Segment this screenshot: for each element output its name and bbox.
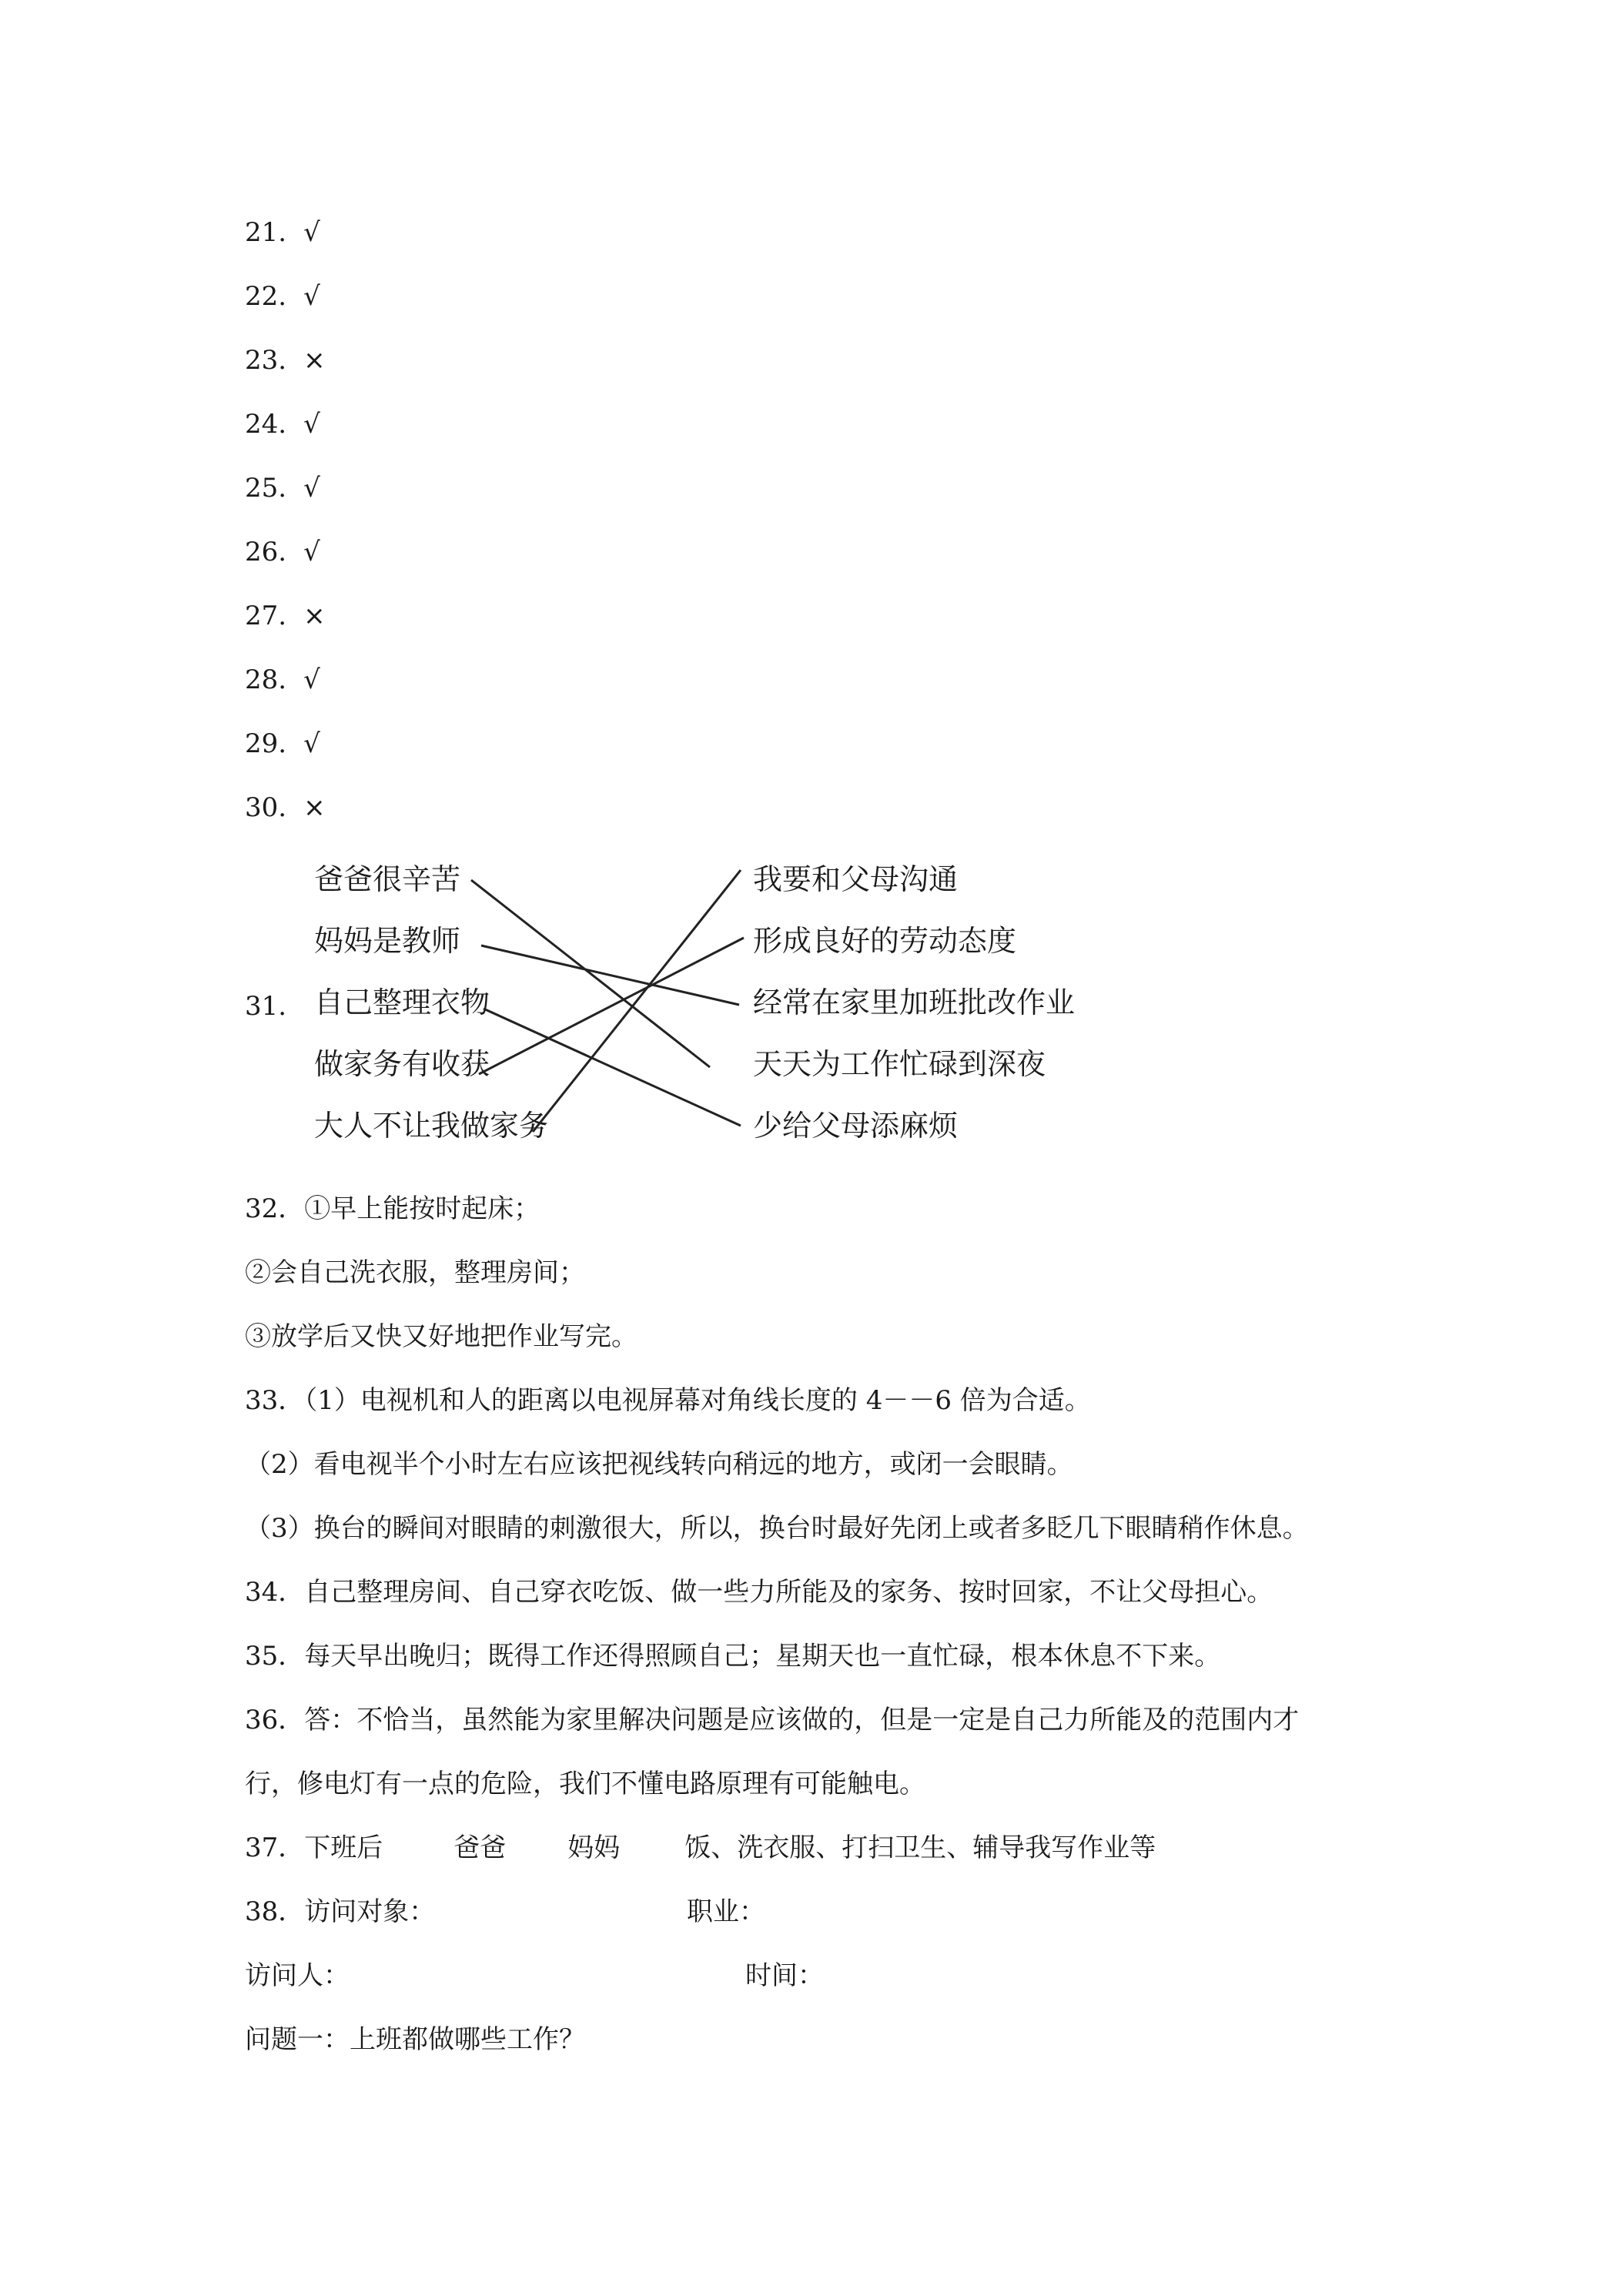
interviewer-label: 访问人： xyxy=(245,1960,350,1991)
match-left-5: 大人不让我做家务 xyxy=(314,1109,549,1143)
match-right-1: 我要和父母沟通 xyxy=(753,862,959,896)
tf-answer-27: 27. × xyxy=(245,601,326,631)
answer-37-item-1: 下班后 xyxy=(304,1832,383,1863)
tf-answer-26: 26. √ xyxy=(245,537,320,567)
match-right-2: 形成良好的劳动态度 xyxy=(753,924,1017,958)
match-left-2: 妈妈是教师 xyxy=(314,924,461,958)
answer-37-item-3: 妈妈 xyxy=(567,1832,621,1863)
tf-answer-23: 23. × xyxy=(245,345,326,376)
answer-35: 35．每天早出晚归；既得工作还得照顾自己；星期天也一直忙碌，根本休息不下来。 xyxy=(245,1641,1221,1672)
match-left-1: 爸爸很辛苦 xyxy=(314,862,461,896)
answer-32-line-2: ②会自己洗衣服，整理房间； xyxy=(245,1257,585,1288)
tf-answer-21: 21. √ xyxy=(245,217,320,248)
match-right-3: 经常在家里加班批改作业 xyxy=(753,986,1076,1019)
match-right-5: 少给父母添麻烦 xyxy=(753,1109,959,1143)
time-label: 时间： xyxy=(745,1960,824,1991)
answer-33-line-1: 33．（1）电视机和人的距离以电视屏幕对角线长度的 4－－6 倍为合适。 xyxy=(245,1385,1091,1416)
match-line-mom-to-grading xyxy=(481,946,739,1005)
match-right-4: 天天为工作忙碌到深夜 xyxy=(753,1047,1046,1081)
answer-36-line-1: 36．答：不恰当，虽然能为家里解决问题是应该做的，但是一定是自己力所能及的范围内才 xyxy=(245,1705,1300,1735)
tf-answer-30: 30. × xyxy=(245,792,326,823)
answer-37 xyxy=(245,1831,1156,1865)
match-left-4: 做家务有收获 xyxy=(314,1047,490,1081)
answer-37-item-2: 爸爸 xyxy=(453,1832,507,1863)
answer-36-line-2: 行，修电灯有一点的危险，我们不懂电路原理有可能触电。 xyxy=(245,1769,925,1799)
interviewee-label: 38．访问对象： xyxy=(245,1896,436,1927)
match-line-not-allowed-to-communicate xyxy=(533,870,741,1132)
tf-answer-22: 22. √ xyxy=(245,281,320,312)
answer-37-item-4: 饭、洗衣服、打扫卫生、辅导我写作业等 xyxy=(684,1832,1156,1863)
question-1: 问题一：上班都做哪些工作？ xyxy=(245,2024,585,2055)
tf-answer-25: 25. √ xyxy=(245,473,320,504)
answer-37-number: 37． xyxy=(245,1832,305,1863)
answer-33-line-2: （2）看电视半个小时左右应该把视线转向稍远的地方，或闭一会眼睛。 xyxy=(245,1449,1073,1480)
job-label: 职业： xyxy=(687,1896,765,1927)
answer-32-line-3: ③放学后又快又好地把作业写完。 xyxy=(245,1321,637,1352)
answer-34: 34．自己整理房间、自己穿衣吃饭、做一些力所能及的家务、按时回家，不让父母担心。 xyxy=(245,1577,1273,1608)
answer-33-line-3: （3）换台的瞬间对眼睛的刺激很大，所以，换台时最好先闭上或者多眨几下眼睛稍作休息。 xyxy=(245,1513,1309,1544)
tf-answer-24: 24. √ xyxy=(245,409,320,440)
match-line-clothes-to-less-trouble xyxy=(484,1009,741,1126)
tf-answer-29: 29. √ xyxy=(245,728,320,759)
match-left-3: 自己整理衣物 xyxy=(314,986,490,1019)
tf-answer-28: 28. √ xyxy=(245,664,320,695)
question-number-31: 31. xyxy=(245,991,287,1022)
match-line-chores-to-attitude xyxy=(479,938,744,1074)
answer-32-line-1: 32．①早上能按时起床； xyxy=(245,1193,540,1224)
